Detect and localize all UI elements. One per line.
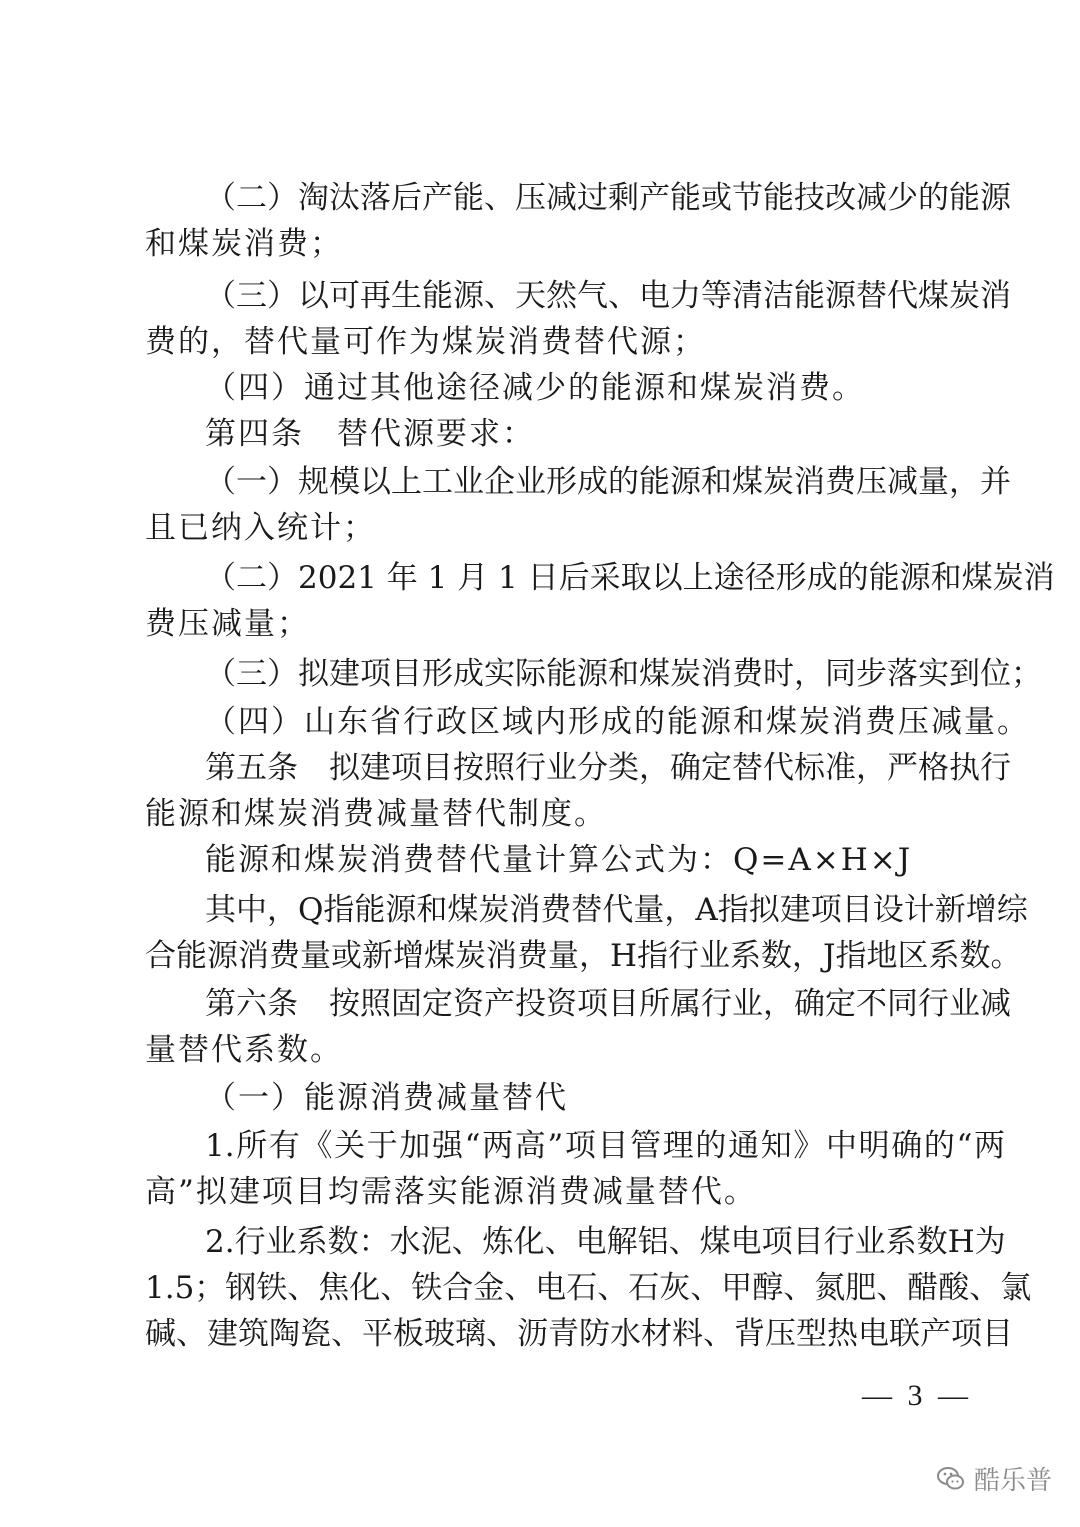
- article-heading: 第四条 替代源要求：: [205, 416, 535, 452]
- paragraph-line: （二）淘汰落后产能、压减过剩产能或节能技改减少的能源: [205, 180, 1011, 216]
- paragraph-line: 其中，Q指能源和煤炭消费替代量，A指拟建项目设计新增综: [205, 892, 1028, 928]
- paragraph-line: 合能源消费量或新增煤炭消费量，H指行业系数，J指地区系数。: [145, 938, 1022, 974]
- paragraph-line: （四）山东省行政区域内形成的能源和煤炭消费压减量。: [205, 704, 1030, 740]
- page-number: — 3 —: [862, 1379, 972, 1412]
- paragraph-line: 碱、建筑陶瓷、平板玻璃、沥青防水材料、背压型热电联产项目: [145, 1316, 1013, 1352]
- paragraph-line: 1.5；钢铁、焦化、铁合金、电石、石灰、甲醇、氮肥、醋酸、氯: [145, 1270, 1032, 1306]
- paragraph-line: （三）以可再生能源、天然气、电力等清洁能源替代煤炭消: [205, 278, 1011, 314]
- paragraph-line: 2.行业系数：水泥、炼化、电解铝、煤电项目行业系数H为: [205, 1224, 1006, 1260]
- paragraph-line: 量替代系数。: [145, 1032, 343, 1068]
- paragraph-line: 和煤炭消费；: [145, 226, 343, 262]
- article-heading: 第六条 按照固定资产投资项目所属行业，确定不同行业减: [205, 986, 1011, 1022]
- paragraph-line: 1.所有《关于加强“两高”项目管理的通知》中明确的“两: [205, 1128, 1005, 1164]
- paragraph-line: （一）规模以上工业企业形成的能源和煤炭消费压减量，并: [205, 464, 1011, 500]
- paragraph-line: 高”拟建项目均需落实能源消费减量替代。: [145, 1174, 757, 1210]
- section-heading: （一）能源消费减量替代: [205, 1080, 568, 1116]
- paragraph-line: 费的，替代量可作为煤炭消费替代源；: [145, 324, 706, 360]
- wechat-icon: [936, 1464, 966, 1494]
- paragraph-line: 费压减量；: [145, 606, 310, 642]
- formula-line: 能源和煤炭消费替代量计算公式为：Q=A×H×J: [205, 842, 913, 878]
- paragraph-line: 能源和煤炭消费减量替代制度。: [145, 796, 607, 832]
- paragraph-line: 且已纳入统计；: [145, 510, 376, 546]
- article-heading: 第五条 拟建项目按照行业分类，确定替代标准，严格执行: [205, 750, 1011, 786]
- watermark-text: 酷乐普: [974, 1466, 1053, 1496]
- paragraph-line: （四）通过其他途径减少的能源和煤炭消费。: [205, 370, 865, 406]
- watermark: [936, 1460, 1052, 1497]
- paragraph-line: （二）2021 年 1 月 1 日后采取以上途径形成的能源和煤炭消: [205, 560, 1055, 596]
- paragraph-line: （三）拟建项目形成实际能源和煤炭消费时，同步落实到位；: [205, 656, 1042, 692]
